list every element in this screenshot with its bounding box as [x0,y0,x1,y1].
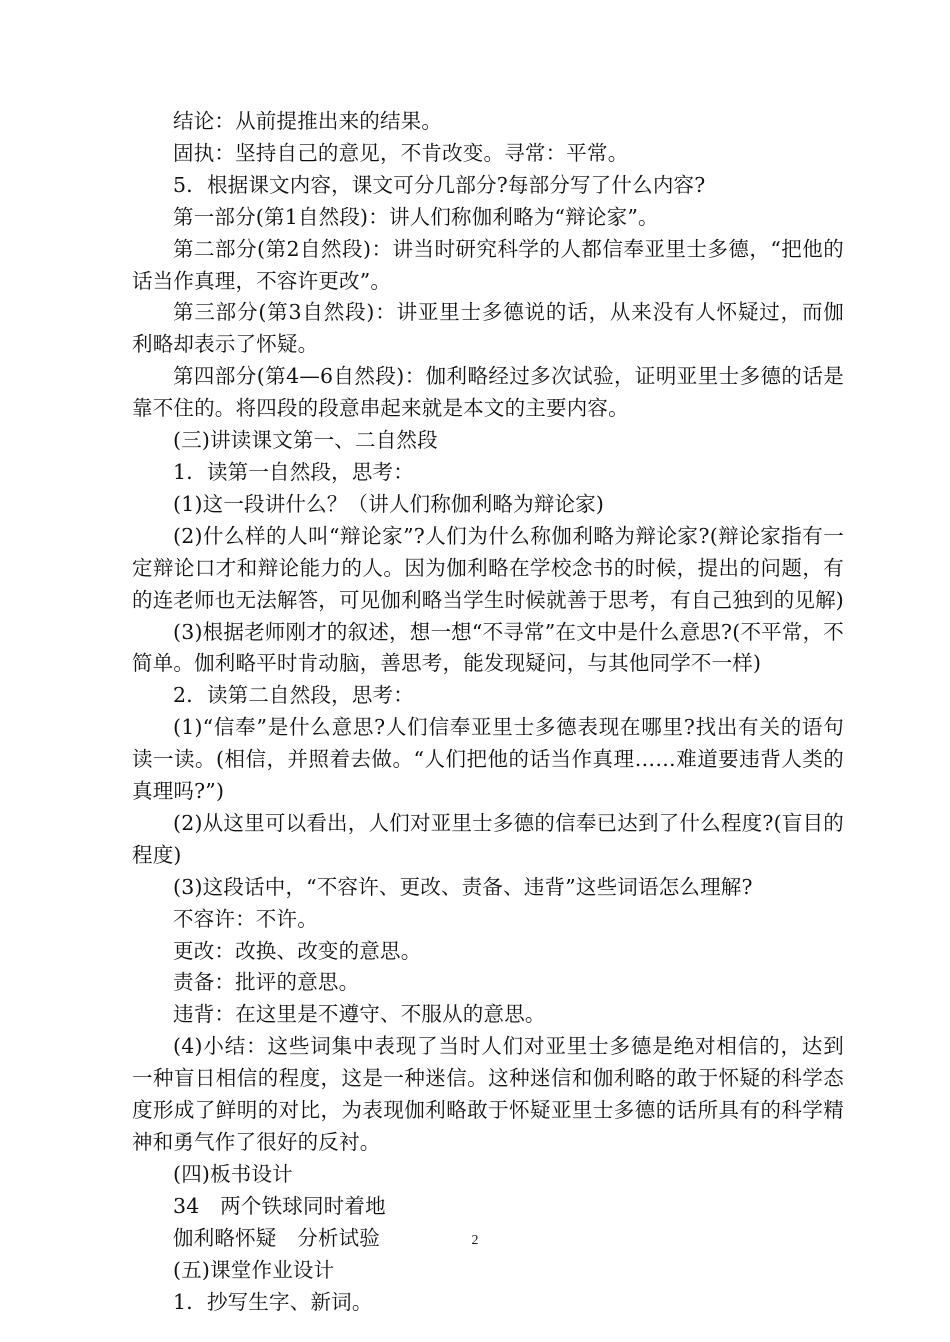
paragraph: 第三部分(第3自然段)：讲亚里士多德说的话，从来没有人怀疑过，而伽利略却表示了怀疑。 [132,300,844,357]
paragraph: 违背：在这里是不遵守、不服从的意思。 [173,1002,546,1027]
paragraph: 34 两个铁球同时着地 [173,1193,386,1218]
body-text [132,106,844,1318]
section-heading: (五)课堂作业设计 [173,1257,335,1282]
paragraph: (1)这一段讲什么？（讲人们称伽利略为辩论家) [173,491,605,516]
paragraph: 更改：改换、改变的意思。 [173,938,422,963]
paragraph: (4)小结：这些词集中表现了当时人们对亚里士多德是绝对相信的，达到一种盲日相信的程度，这是一种迷信。这种迷信和伽利略的敢于怀疑的科学态度形成了鲜明的对比，为表现伽利略敢于怀疑亚里士多德的话所具有的科学精神和勇气作了很好的反衬。 [132,1034,844,1154]
paragraph: 第一部分(第1自然段)：讲人们称伽利略为“辩论家”。 [173,204,659,229]
paragraph: 不容许：不许。 [173,906,318,931]
section-heading: (三)讲读课文第一、二自然段 [173,428,438,453]
paragraph: 伽利略怀疑 分析试验 [173,1225,380,1250]
paragraph: 固执：坚持自己的意见，不肯改变。寻常：平常。 [173,140,629,165]
paragraph: (2)什么样的人叫“辩论家”?人们为什么称伽利略为辩论家?(辩论家指有一定辩论口才和辩论能力的人。因为伽利略在学校念书的时候，提出的问题，有的连老师也无法解答，可见伽利略当学生时候就善于思考，有自己独到的见解) [132,523,844,612]
page-number: 2 [471,1233,479,1248]
paragraph: (2)从这里可以看出，人们对亚里士多德的信奉已达到了什么程度?(盲目的程度) [132,810,844,867]
paragraph: 1．抄写生字、新词。 [173,1289,373,1314]
paragraph: 责备：批评的意思。 [173,970,360,995]
paragraph: (3)根据老师刚才的叙述，想一想“不寻常”在文中是什么意思?(不平常，不简单。伽利略平时肯动脑，善思考，能发现疑问，与其他同学不一样) [132,619,844,676]
paragraph: (3)这段话中，“不容许、更改、责备、违背”这些词语怎么理解? [173,874,753,899]
paragraph: 1．读第一自然段，思考： [173,459,414,484]
paragraph: 结论：从前提推出来的结果。 [173,109,443,133]
paragraph: 第四部分(第4—6自然段)：伽利略经过多次试验，证明亚里士多德的话是靠不住的。将四段的段意串起来就是本文的主要内容。 [132,364,844,421]
paragraph: 2．读第二自然段，思考： [173,683,414,708]
paragraph: 第二部分(第2自然段)：讲当时研究科学的人都信奉亚里士多德，“把他的话当作真理，不容许更改”。 [132,236,844,293]
paragraph: 5．根据课文内容，课文可分几部分?每部分写了什么内容? [173,172,706,197]
section-heading: (四)板书设计 [173,1161,293,1186]
paragraph: (1)“信奉”是什么意思?人们信奉亚里士多德表现在哪里?找出有关的语句读一读。(相信，并照着去做。“人们把他的话当作真理……难道要违背人类的真理吗?”) [132,715,844,804]
